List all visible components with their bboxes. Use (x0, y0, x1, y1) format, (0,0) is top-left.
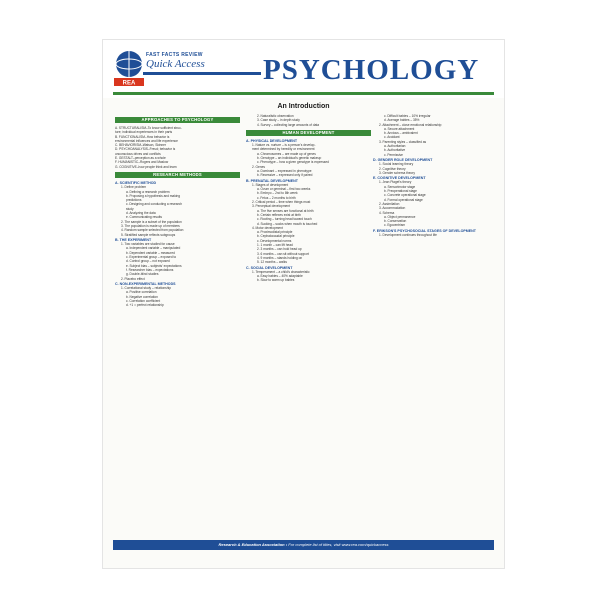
outline-subitem: 3. Case study – in depth study (257, 118, 300, 123)
outline-subitem: b. Negative correlation (126, 294, 158, 299)
outline-subitem: b. Anxious – ambivalent (384, 131, 418, 136)
brand-divider (143, 72, 261, 75)
outline-subitem: a. Sensorimotor stage (384, 184, 416, 189)
outline-line: unconscious drives and conflicts (115, 151, 161, 156)
outline-line: D. PSYCHOANALYSIS–Freud; behavior is (115, 147, 176, 152)
outline-subitem: a. Independent variable – manipulated (126, 246, 181, 251)
header-rule (113, 92, 494, 95)
outline-item: 3. Accommodation (379, 206, 406, 211)
subsection-heading: D. GENDER ROLE DEVELOPMENT (373, 157, 433, 162)
outline-subitem: c. Designing and conducting a research (126, 202, 182, 207)
outline-subitem: 2. 3 months – can hold head up (257, 247, 302, 252)
outline-subitem: g. Double-blind studies (126, 272, 159, 277)
outline-subitem: study (126, 206, 134, 211)
outline-subitem: a. Positive correlation (126, 290, 157, 295)
outline-subitem: a. Chromosomes – are made up of genes (257, 151, 316, 156)
outline-subitem: d. Formal operational stage (384, 197, 423, 202)
outline-subitem: a. The five senses are functional at birth (257, 208, 314, 213)
outline-item: 1. Jean Piaget's theory (379, 180, 412, 185)
outline-item: 3. The population is made up of members (121, 223, 180, 228)
outline-item: 4. Random sample selected from population (121, 228, 184, 233)
content-column-2 (246, 114, 371, 534)
outline-subitem: 2. Naturalistic observation (257, 114, 294, 118)
sheet-header (103, 40, 504, 98)
outline-line: B. FUNCTIONALISM–How behavior is (115, 134, 170, 139)
page-subtitle: An Introduction (277, 103, 330, 110)
outline-subitem: b. Dependent variable – measured (126, 250, 175, 255)
subsection-heading: C. SOCIAL DEVELOPMENT (246, 265, 293, 270)
outline-subitem: d. Average babies – 35% (384, 118, 420, 123)
outline-subitem: c. Egocentrism (384, 223, 406, 228)
outline-subitem: c. Experimental group – exposed to (126, 255, 177, 260)
outline-subitem: f. Researcher bias – expectations (126, 267, 174, 272)
outline-subitem: c. Avoidant (384, 135, 400, 140)
outline-subitem: b. Slow to warm up babies (257, 278, 295, 283)
outline-item: 1. Define problem (121, 185, 147, 190)
outline-item: 2. Genes (252, 164, 265, 169)
outline-item: 2. Cognitive theory (379, 166, 406, 171)
brand-top-label: FAST FACTS REVIEW (146, 52, 203, 58)
subsection-heading: B. PRENATAL DEVELOPMENT (246, 178, 298, 183)
outline-item: 2. Placebo effect (121, 276, 145, 281)
brand-label: Quick Access (146, 58, 205, 70)
outline-item: 1. Two variables are studied for cause (121, 242, 175, 247)
subsection-heading: A. PHYSICAL DEVELOPMENT (246, 138, 298, 143)
outline-item: 3. Gender schema theory (379, 170, 415, 175)
outline-subitem: a. Ovum or germinal – first two weeks (257, 187, 311, 192)
outline-item: 1. Temperament – a child's characteristic (252, 269, 310, 274)
content-column-3 (373, 114, 498, 534)
logo-text: REA (122, 80, 136, 87)
section-header-band: RESEARCH METHODS (115, 172, 240, 178)
outline-item: 2. Critical period – time when things must (252, 200, 311, 205)
outline-subitem: d. Sucking – sucks when mouth is touched (257, 221, 318, 226)
outline-subitem: 3. 6 months – can sit without support (257, 251, 309, 256)
outline-subitem: b. Cephalocaudal principle (257, 234, 295, 239)
outline-item: 5. Stratified sample reflects subgroups (121, 232, 176, 237)
outline-subitem: c. Correlation coefficient (126, 298, 161, 303)
footer-link-text[interactable]: • For complete list of titles, visit www.rea.com/quickaccess (285, 542, 389, 547)
page-title: PSYCHOLOGY (263, 54, 480, 86)
outline-subitem: a. Secure attachment (384, 126, 415, 131)
outline-subitem: a. Proximodistal principle (257, 230, 293, 235)
outline-subitem: predictions (126, 198, 142, 203)
outline-item: ment determined by heredity or environment (252, 147, 315, 152)
outline-subitem: a. Authoritarian (384, 144, 406, 149)
outline-item: 1. Correlational study – relationship (121, 286, 171, 291)
outline-subitem: a. Defining a research problem (126, 189, 170, 194)
outline-item: 2. Assimilation (379, 201, 400, 206)
subsection-heading: A. SCIENTIFIC METHOD (115, 180, 157, 185)
outline-item: 2. The sample is a subset of the population (121, 219, 182, 224)
section-header-band: HUMAN DEVELOPMENT (246, 130, 371, 136)
subsection-heading: B. THE EXPERIMENT (115, 237, 152, 242)
outline-subitem: 4. Survey – collecting large amounts of data (257, 122, 320, 127)
outline-subitem: b. Certain reflexes exist at birth (257, 212, 301, 217)
outline-item: 1. Nature vs. nurture – is a person's develop- (252, 143, 316, 148)
outline-subitem: 4. 9 months – stands holding on (257, 255, 303, 260)
outline-subitem: b. Authoritative (384, 148, 406, 153)
outline-item: 1. Development continues throughout life (379, 233, 437, 238)
outline-line: E. GESTALT–perception as a whole (115, 156, 166, 161)
outline-item: 1. Stages of development (252, 182, 289, 187)
publisher-name: Research & Education Association (218, 542, 285, 547)
subsection-heading: E. COGNITIVE DEVELOPMENT (373, 176, 426, 181)
outline-subitem: 1. 1 month – can lift head (257, 243, 293, 248)
outline-subitem: c. Permissive (384, 152, 403, 157)
content-column-1 (115, 114, 240, 534)
outline-subitem: b. Conservation (384, 219, 407, 224)
outline-line: G. COGNITIVE–how people think and learn (115, 164, 177, 169)
sheet-footer (113, 540, 494, 550)
outline-line: F. HUMANISTIC–Rogers and Maslow (115, 160, 169, 165)
quick-reference-sheet (103, 40, 504, 568)
outline-subitem: a. Easy babies – 40% adaptable (257, 274, 303, 279)
subsection-heading: C. NON-EXPERIMENTAL METHODS (115, 281, 176, 286)
outline-subitem: c. Difficult babies – 10% irregular (384, 114, 431, 118)
outline-subitem: e. Subject bias – subjects' expectations (126, 263, 182, 268)
outline-subitem: a. Dominant – expressed in phenotype (257, 168, 312, 173)
outline-line: ture; individual experiences in their parts (115, 130, 173, 135)
outline-item: 4. Motor development (252, 225, 283, 230)
outline-subitem: a. Object permanence (384, 214, 416, 219)
rea-logo-icon (111, 48, 147, 88)
outline-subitem: d. +1 = perfect relationship (126, 303, 164, 308)
outline-subitem: c. Fetus – 2 months to birth (257, 195, 296, 200)
outline-item: 2. Attachment – close emotional relationship (379, 122, 442, 127)
outline-line: A. STRUCTURALISM–To know sufficient struc- (115, 126, 182, 130)
outline-subitem: c. Phenotype – how a given genotype is expressed (257, 160, 329, 165)
outline-line: environmental influences and life experience (115, 138, 178, 143)
outline-subitem: c. Rooting – turning head toward touch (257, 217, 312, 222)
outline-subitem: c. Developmental norms (257, 238, 292, 243)
outline-subitem: e. Communicating results (126, 215, 162, 220)
outline-subitem: 5. 12 months – walks (257, 260, 287, 265)
section-header-band: APPROACHES TO PSYCHOLOGY (115, 117, 240, 123)
outline-item: 1. Social learning theory (379, 162, 414, 167)
outline-subitem: d. Analyzing the data (126, 211, 156, 216)
outline-subitem: b. Proposing a hypothesis and making (126, 193, 181, 198)
outline-subitem: c. Concrete operational stage (384, 193, 426, 198)
outline-subitem: b. Recessive – expressed only if paired (257, 173, 313, 178)
subsection-heading: F. ERIKSON'S PSYCHOSOCIAL STAGES OF DEVELOPMENT (373, 228, 476, 233)
outline-line: C. BEHAVIORISM–Watson, Skinner (115, 143, 167, 148)
outline-item: 3. Parenting styles – classified as (379, 139, 427, 144)
outline-subitem: b. Genotype – an individual's genetic makeup (257, 156, 322, 161)
outline-subitem: d. Control group – not exposed (126, 259, 170, 264)
outline-subitem: b. Embryo – 2nd to 8th week (257, 191, 298, 196)
outline-item: 4. Schema (379, 210, 395, 215)
outline-item: 3. Perceptual development (252, 204, 290, 209)
outline-subitem: b. Preoperational stage (384, 189, 417, 194)
